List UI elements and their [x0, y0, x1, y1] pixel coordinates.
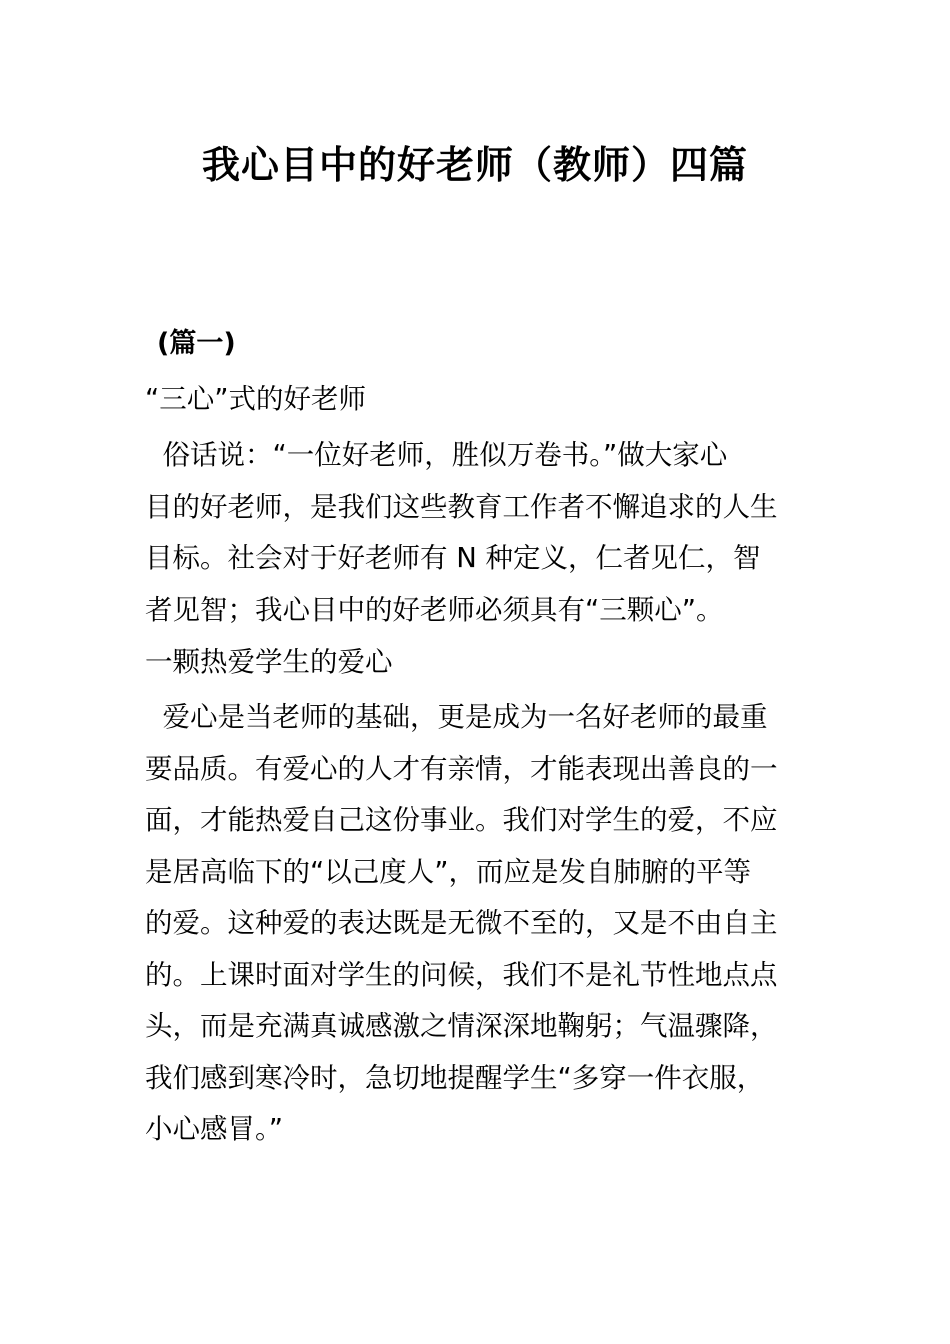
- paragraph-line: 俗话说：“一位好老师，胜似万卷书。”做大家心: [145, 439, 728, 471]
- section-label: (篇一): [157, 328, 236, 359]
- paragraph-2: [145, 692, 809, 1156]
- paragraph-line: 小心感冒。”: [145, 1113, 283, 1145]
- subheading-love: 一颗热爱学生的爱心: [145, 646, 393, 678]
- paragraph-1: [145, 430, 809, 636]
- paragraph-line: 的。上课时面对学生的问候，我们不是礼节性地点点: [145, 958, 778, 991]
- paragraph-line: 要品质。有爱心的人才有亲情，才能表现出善良的一: [145, 752, 778, 785]
- paragraph-line: 者见智；我心目中的好老师必须具有“三颗心”。: [145, 593, 724, 626]
- paragraph-line: 我们感到寒冷时，急切地提醒学生“多穿一件衣服，: [145, 1061, 765, 1094]
- document-title: 我心目中的好老师（教师）四篇: [201, 143, 748, 187]
- section-subtitle: “三心”式的好老师: [145, 383, 366, 415]
- paragraph-line: 目标。社会对于好老师有 N 种定义，仁者见仁，智: [145, 542, 761, 574]
- paragraph-line: 是居高临下的“以己度人”，而应是发自肺腑的平等: [145, 855, 751, 888]
- paragraph-line: 目的好老师，是我们这些教育工作者不懈追求的人生: [145, 490, 778, 523]
- paragraph-line: 的爱。这种爱的表达既是无微不至的，又是不由自主: [145, 907, 778, 939]
- paragraph-line: 爱心是当老师的基础，更是成为一名好老师的最重: [145, 701, 768, 733]
- paragraph-line: 头，而是充满真诚感激之情深深地鞠躬；气温骤降，: [145, 1010, 778, 1042]
- paragraph-line: 面，才能热爱自己这份事业。我们对学生的爱，不应: [145, 804, 778, 836]
